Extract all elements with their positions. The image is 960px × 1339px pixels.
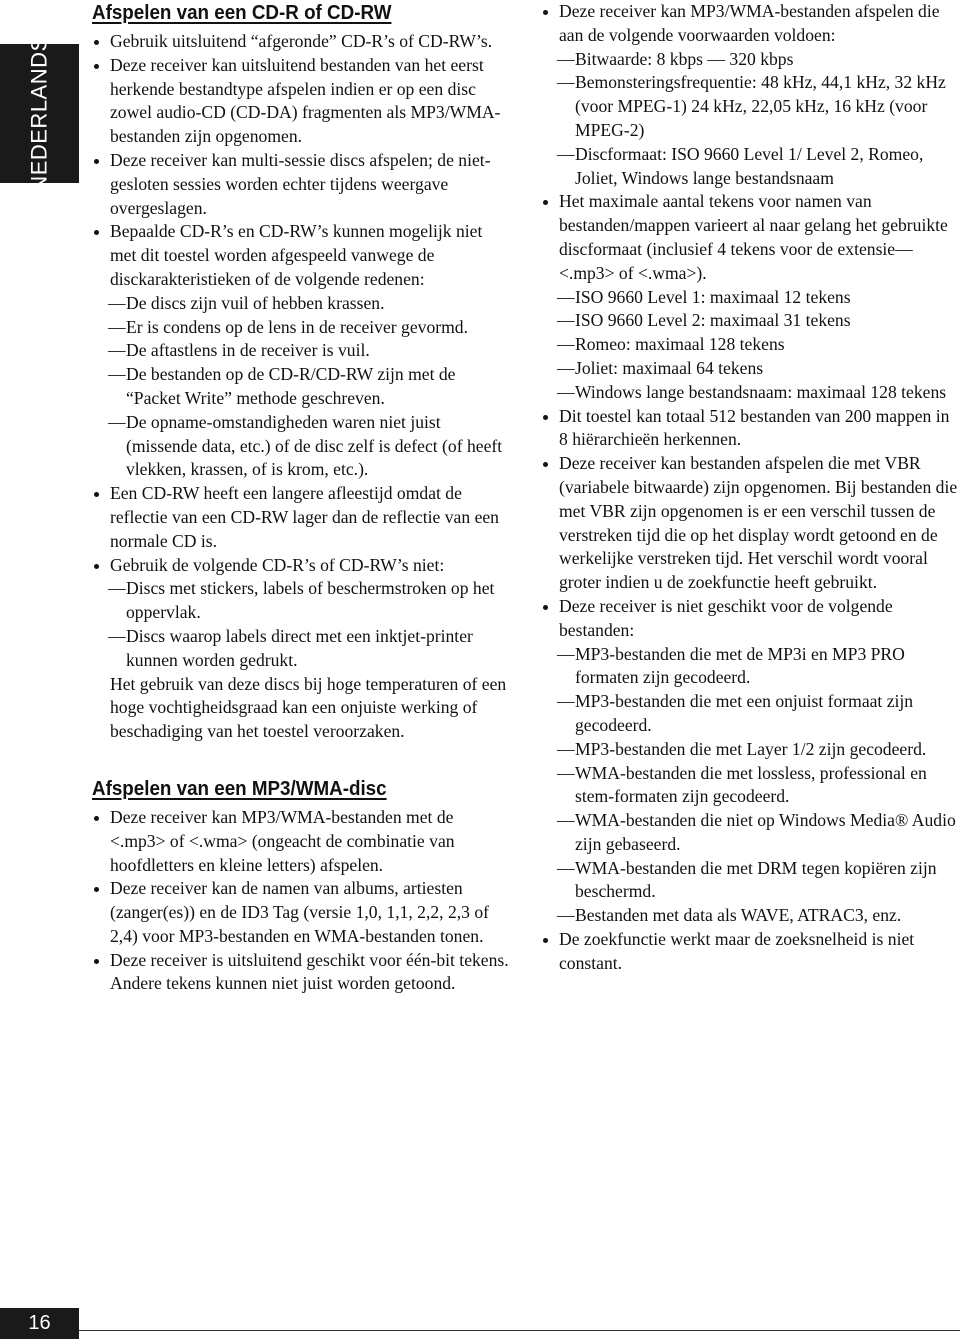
sub-list — [559, 48, 959, 191]
list-item — [92, 54, 512, 149]
list-item — [541, 928, 959, 976]
language-tab-label: NEDERLANDS — [26, 35, 52, 192]
item-text: De zoekfunctie werkt maar de zoeksnelheid is niet constant. — [559, 929, 915, 973]
sub-item: — WMA-bestanden die niet op Windows Media® Audio zijn gebaseerd. — [559, 809, 959, 857]
sub-item: — WMA-bestanden die met lossless, professional en stem-formaten zijn gecodeerd. — [559, 762, 959, 810]
list-item — [92, 877, 512, 948]
language-tab — [0, 35, 79, 192]
page-number — [0, 1308, 79, 1339]
list-item — [92, 149, 512, 220]
page-number-label: 16 — [28, 1312, 51, 1334]
sub-item: — ISO 9660 Level 2: maximaal 31 tekens — [559, 309, 959, 333]
list-item — [92, 30, 512, 54]
sub-item: — Er is condens op de lens in de receiver gevormd. — [110, 316, 512, 340]
list-item — [541, 190, 959, 404]
sub-item: — MP3-bestanden die met Layer 1/2 zijn gecodeerd. — [559, 738, 959, 762]
sub-item: — MP3-bestanden die met de MP3i en MP3 PRO formaten zijn gecodeerd. — [559, 643, 959, 691]
bottom-divider — [79, 1330, 960, 1331]
sub-item: — De discs zijn vuil of hebben krassen. — [110, 292, 512, 316]
item-text: Deze receiver kan MP3/WMA-bestanden met de <.mp3> of <.wma> (ongeacht de combinatie van hoofdletters en kleine letters) afspelen. — [110, 806, 455, 875]
item-followup-text: Het gebruik van deze discs bij hoge temperaturen of een hoge vochtigheidsgraad kan een onjuiste werking of beschadiging van het toestel veroorzaken. — [110, 673, 507, 742]
list-item — [541, 405, 959, 453]
item-text: Bepaalde CD-R’s en CD-RW’s kunnen mogelijk niet met dit toestel worden afgespeeld vanwege de disckarakteristieken of de volgende redenen: — [110, 221, 483, 289]
sub-list — [559, 286, 959, 405]
item-text: Deze receiver kan multi-sessie discs afspelen; de niet-gesloten sessies worden echter tijdens weergave overgeslagen. — [110, 149, 491, 218]
list-item — [92, 220, 512, 482]
section-title-mp3-wma: Afspelen van een MP3/WMA-disc — [92, 777, 387, 800]
item-text: Deze receiver kan de namen van albums, artiesten (zanger(es)) en de ID3 Tag (versie 1,0, 1,1, 2,2, 2,3 of 2,4) voor MP3-bestanden en WMA-bestanden tonen. — [110, 878, 490, 946]
list-item — [541, 595, 959, 928]
item-text: Deze receiver kan bestanden afspelen die met VBR (variabele bitwaarde) zijn opgenomen. Bij bestanden die met VBR zijn opgenomen is er een verschil tussen de verstreken tijd die op het display wordt getoond en de werkelijke verstreken tijd. Het verschil wordt vooral groter indien u de zoekfunctie heeft gebruikt. — [559, 453, 958, 593]
list-item — [92, 554, 512, 744]
sub-item: — Discs waarop labels direct met een inktjet-printer kunnen worden gedrukt. — [110, 625, 512, 673]
cd-r-notes-list — [92, 30, 512, 744]
list-item — [92, 482, 512, 553]
list-item — [541, 0, 959, 190]
item-text: Dit toestel kan totaal 512 bestanden van 200 mappen in 8 hiërarchieën herkennen. — [559, 405, 950, 450]
sub-item: — Bitwaarde: 8 kbps — 320 kbps — [559, 48, 959, 72]
item-text: Deze receiver kan uitsluitend bestanden van het eerst herkende bestandtype afspelen indien er op een disc zowel audio-CD (CD-DA) fragmenten als MP3/WMA-bestanden zijn opgenomen. — [110, 54, 501, 147]
sub-item: — Windows lange bestandsnaam: maximaal 128 tekens — [559, 381, 959, 405]
sub-item: — De aftastlens in de receiver is vuil. — [110, 339, 512, 363]
item-text: Het maximale aantal tekens voor namen van bestanden/mappen varieert al naar gelang het gebruikte discformaat (inclusief 4 tekens voor de extensie—<.mp3> of <.wma>). — [559, 191, 948, 283]
sub-item: — WMA-bestanden die met DRM tegen kopiëren zijn beschermd. — [559, 857, 959, 905]
sub-item: — De opname-omstandigheden waren niet juist (missende data, etc.) of de disc zelf is defect (of heeft vlekken, krassen, of is krom, etc.). — [110, 411, 512, 482]
sub-item: — MP3-bestanden die met een onjuist formaat zijn gecodeerd. — [559, 690, 959, 738]
mp3-wma-notes-list — [92, 806, 512, 996]
item-text: Een CD-RW heeft een langere afleestijd omdat de reflectie van een CD-RW lager dan de reflectie van een normale CD is. — [110, 483, 499, 551]
section-title-cd-r: Afspelen van een CD-R of CD-RW — [92, 2, 392, 24]
list-item — [92, 949, 512, 997]
left-column — [92, 0, 512, 996]
item-text: Gebruik uitsluitend “afgeronde” CD-R’s of CD-RW’s. — [110, 31, 493, 51]
item-text: Deze receiver is niet geschikt voor de volgende bestanden: — [559, 595, 893, 640]
list-item — [541, 452, 959, 595]
sub-list — [559, 643, 959, 929]
sub-list — [110, 577, 512, 672]
item-text: Deze receiver is uitsluitend geschikt voor één-bit tekens. Andere tekens kunnen niet juist worden getoond. — [110, 949, 509, 994]
sub-item: — Joliet: maximaal 64 tekens — [559, 357, 959, 381]
sub-item: — Discs met stickers, labels of beschermstroken op het oppervlak. — [110, 577, 512, 625]
mp3-wma-conditions-list — [541, 0, 959, 976]
right-column — [541, 0, 959, 976]
sub-item: — De bestanden op de CD-R/CD-RW zijn met de “Packet Write” methode geschreven. — [110, 363, 512, 411]
sub-item: — Bestanden met data als WAVE, ATRAC3, enz. — [559, 904, 959, 928]
sub-item: — Bemonsteringsfrequentie: 48 kHz, 44,1 kHz, 32 kHz (voor MPEG-1) 24 kHz, 22,05 kHz, 16 kHz (voor MPEG-2) — [559, 71, 959, 142]
list-item — [92, 806, 512, 877]
item-text: Deze receiver kan MP3/WMA-bestanden afspelen die aan de volgende voorwaarden voldoen: — [559, 1, 940, 45]
sub-item: — Discformaat: ISO 9660 Level 1/ Level 2, Romeo, Joliet, Windows lange bestandsnaam — [559, 143, 959, 191]
item-text: Gebruik de volgende CD-R’s of CD-RW’s niet: — [110, 554, 445, 575]
sub-item: — Romeo: maximaal 128 tekens — [559, 333, 959, 357]
sub-item: — ISO 9660 Level 1: maximaal 12 tekens — [559, 286, 959, 310]
sub-list — [110, 292, 512, 482]
